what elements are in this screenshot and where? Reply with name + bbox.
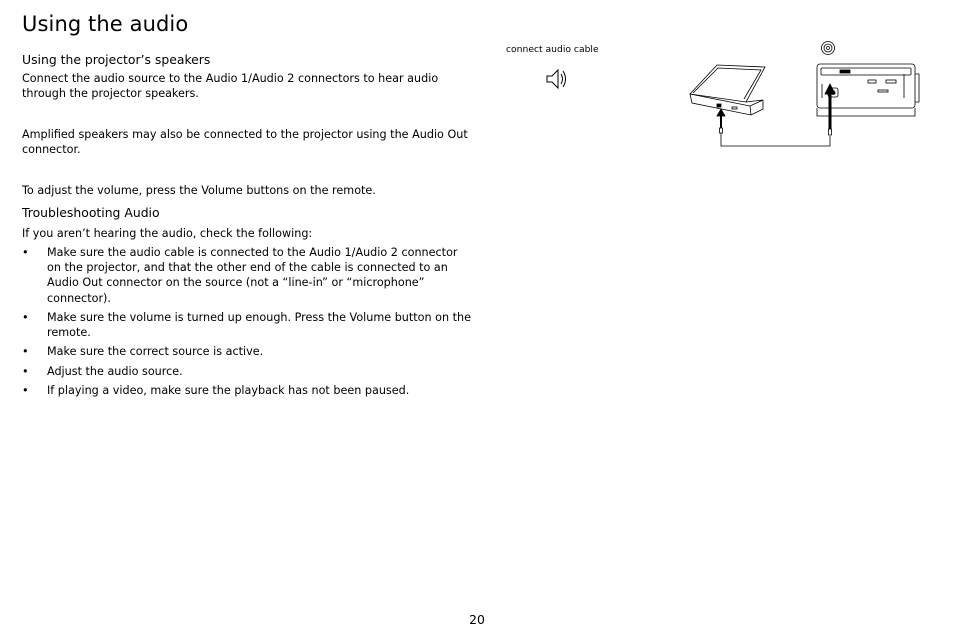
diagram-caption: connect audio cable — [506, 44, 599, 55]
speaker-icon — [547, 70, 566, 88]
list-item-text: Make sure the correct source is active. — [47, 345, 264, 359]
bullet-mark: • — [22, 246, 29, 259]
laptop-icon — [690, 65, 765, 115]
bullet-mark: • — [22, 345, 29, 359]
list-item-text: If playing a video, make sure the playback has not been paused. — [47, 384, 410, 397]
bullet-mark: • — [22, 310, 29, 324]
list-item-text: Make sure the audio cable is connected to the Audio 1/Audio 2 connector on the projector, and that the other end of the cable is connected to an Audio Out connector on the source (not a “line-in” or “microphone” connector). — [47, 246, 458, 305]
arrow-up-icon — [717, 109, 725, 133]
page-number: 20 — [469, 612, 485, 627]
speakers-paragraph-2: Amplified speakers may also be connected to the projector using the Audio Out connector. — [22, 128, 468, 157]
bullet-mark: • — [22, 364, 29, 378]
list-item — [22, 383, 472, 398]
speakers-heading: Using the projector’s speakers — [22, 52, 211, 67]
list-item — [22, 344, 472, 359]
projector-icon — [817, 42, 919, 117]
list-item — [22, 364, 472, 379]
troubleshooting-list — [22, 245, 472, 402]
audio-connection-diagram — [540, 36, 940, 156]
list-item — [22, 310, 472, 340]
troubleshooting-heading: Troubleshooting Audio — [22, 205, 160, 220]
list-item-text: Adjust the audio source. — [47, 364, 183, 378]
list-item — [22, 245, 472, 306]
audio-cable — [721, 133, 830, 146]
arrow-up-icon — [825, 84, 835, 135]
troubleshooting-intro: If you aren’t hearing the audio, check the following: — [22, 227, 313, 240]
speakers-paragraph-3: To adjust the volume, press the Volume buttons on the remote. — [22, 184, 376, 197]
bullet-mark: • — [22, 384, 29, 397]
page-title: Using the audio — [22, 12, 189, 36]
speakers-paragraph-1: Connect the audio source to the Audio 1/Audio 2 connectors to hear audio through the projector speakers. — [22, 72, 439, 101]
list-item-text: Make sure the volume is turned up enough. Press the Volume button on the remote. — [47, 310, 472, 340]
